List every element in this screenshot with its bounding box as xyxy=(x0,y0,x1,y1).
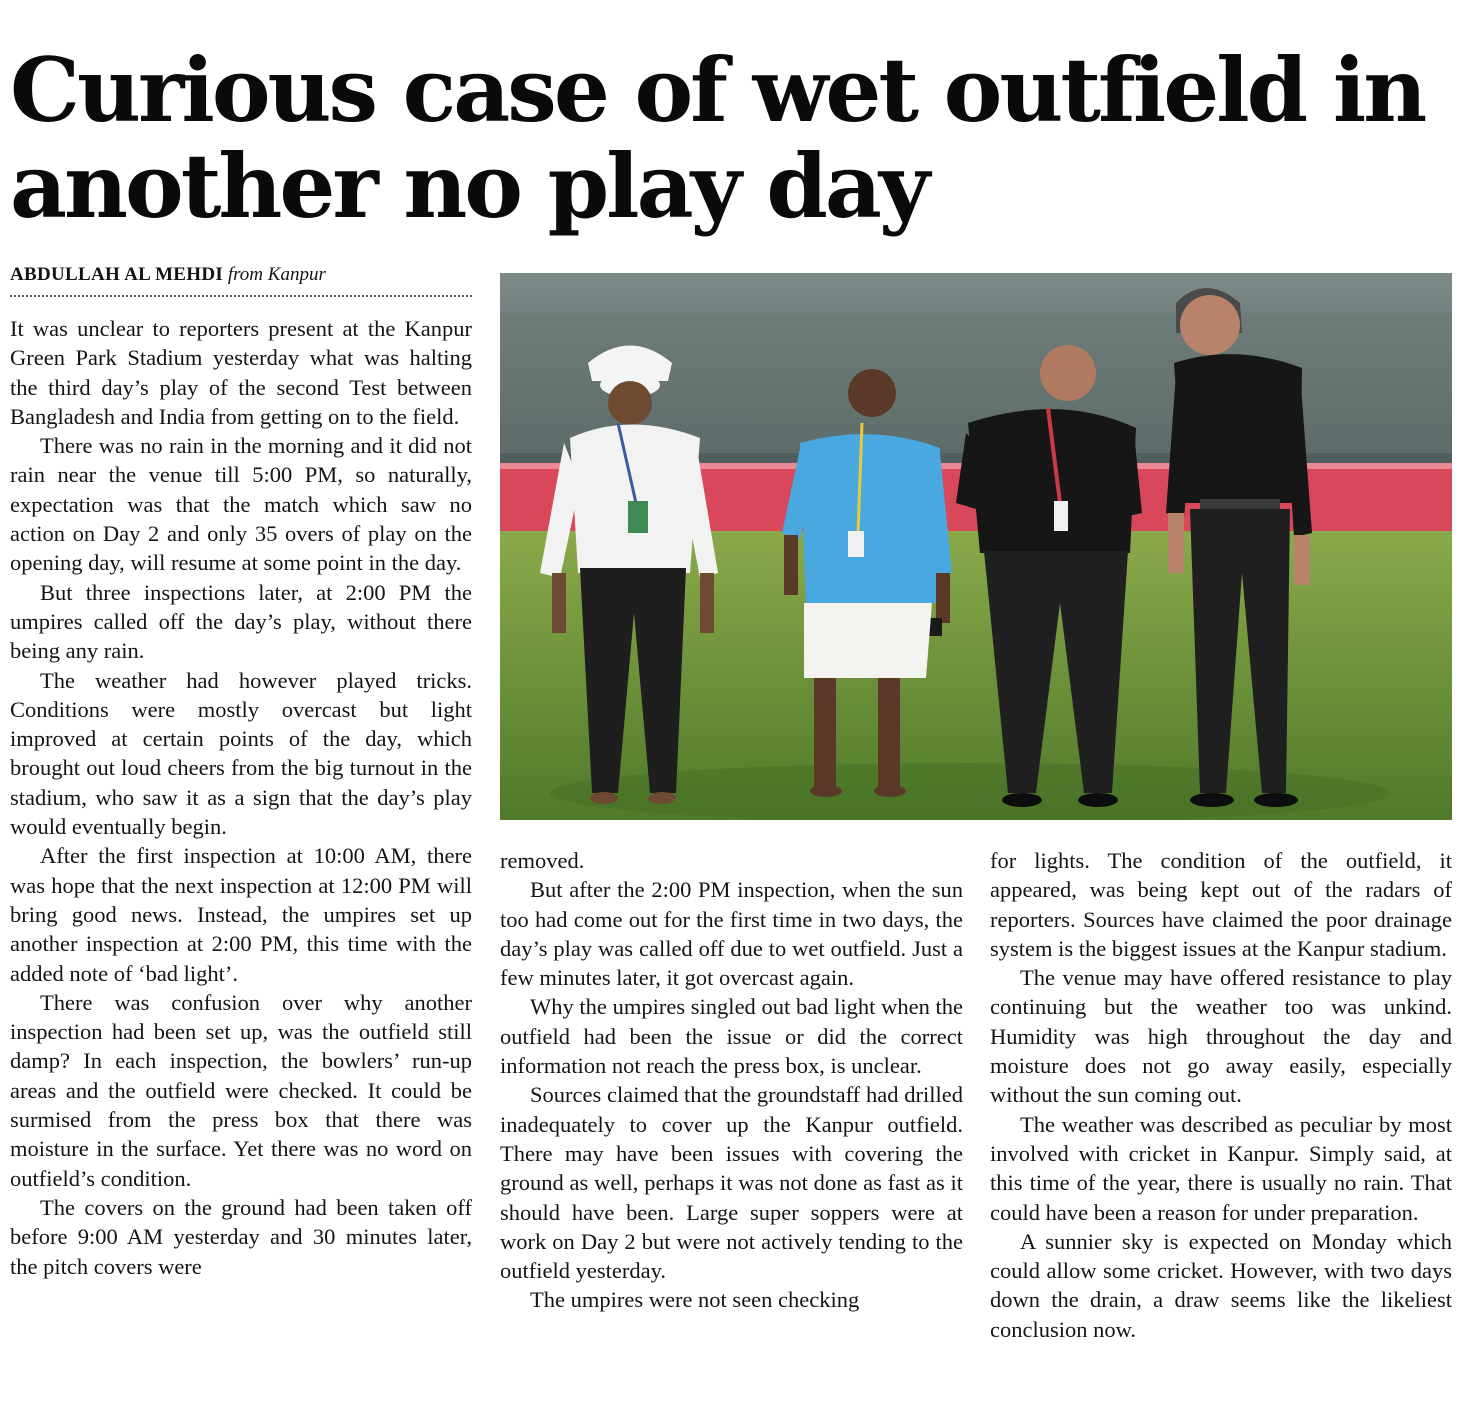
paragraph: The weather had however played tricks. Conditions were mostly overcast but light improved at certain points of the day, which brought out loud cheers from the big turnout in the stadium, who saw it as a sign that the day’s play would eventually begin. xyxy=(10,667,472,840)
paragraph: After the first inspection at 10:00 AM, there was hope that the next inspection at 12:00 PM will bring good news. Instead, the umpires set up another inspection at 2:00 PM, this time with the added note of ‘bad light’. xyxy=(10,843,472,986)
paragraph: But three inspections later, at 2:00 PM the umpires called off the day’s play, without there being any rain. xyxy=(10,579,472,664)
article-column-1 xyxy=(10,314,472,1414)
paragraph: A sunnier sky is expected on Monday which could allow some cricket. However, with two days down the drain, a draw seems like the likeliest conclusion now. xyxy=(990,1228,1452,1342)
byline xyxy=(10,263,472,297)
byline-location: from Kanpur xyxy=(227,264,326,285)
article-column-3 xyxy=(990,846,1452,1414)
headline: Curious case of wet outfield in another no play day xyxy=(10,38,1425,238)
paragraph: removed. xyxy=(500,848,585,873)
paragraph: The venue may have offered resistance to play continuing but the weather too was unkind. Humidity was high throughout the day and moisture does not go away easily, especially without the sun coming out. xyxy=(990,965,1452,1108)
paragraph: Sources claimed that the groundstaff had drilled inadequately to cover up the Kanpur outfield. There may have been issues with covering the ground as well, perhaps it was not done as fast as it should have been. Large super soppers were at work on Day 2 but were not actively tending to the outfield yesterday. xyxy=(500,1082,963,1284)
paragraph: for lights. The condition of the outfield, it appeared, was being kept out of the radars of reporters. Sources have claimed the poor drainage system is the biggest issues at the Kanpur stadium. xyxy=(990,848,1452,961)
paragraph: The umpires were not seen checking xyxy=(530,1287,860,1313)
paragraph: There was confusion over why another inspection had been set up, was the outfield still damp? In each inspection, the bowlers’ run-up areas and the outfield were checked. It could be surmised from the press box that there was moisture in the surface. Yet there was no word on outfield’s condition. xyxy=(10,989,472,1191)
paragraph: It was unclear to reporters present at the Kanpur Green Park Stadium yesterday what was halting the third day’s play of the second Test between Bangladesh and India from getting on to the field. xyxy=(10,316,472,429)
paragraph: Why the umpires singled out bad light when the outfield had been the issue or did the correct information not reach the press box, is unclear. xyxy=(500,994,963,1079)
match-photo xyxy=(500,273,1452,820)
article-column-2 xyxy=(500,846,963,1414)
paragraph: There was no rain in the morning and it did not rain near the venue till 5:00 PM, so naturally, expectation was that the match which saw no action on Day 2 and only 35 overs of play on the opening day, will resume at some point in the day. xyxy=(10,433,472,576)
paragraph: The weather was described as peculiar by most involved with cricket in Kanpur. Simply said, at this time of the year, there is usually no rain. That could have been a reason for under preparation. xyxy=(990,1111,1452,1225)
byline-author: ABDULLAH AL MEHDI xyxy=(10,264,224,285)
paragraph: The covers on the ground had been taken off before 9:00 AM yesterday and 30 minutes later, the pitch covers were xyxy=(10,1194,472,1279)
paragraph: But after the 2:00 PM inspection, when the sun too had come out for the first time in two days, the day’s play was called off due to wet outfield. Just a few minutes later, it got overcast again. xyxy=(500,877,963,991)
